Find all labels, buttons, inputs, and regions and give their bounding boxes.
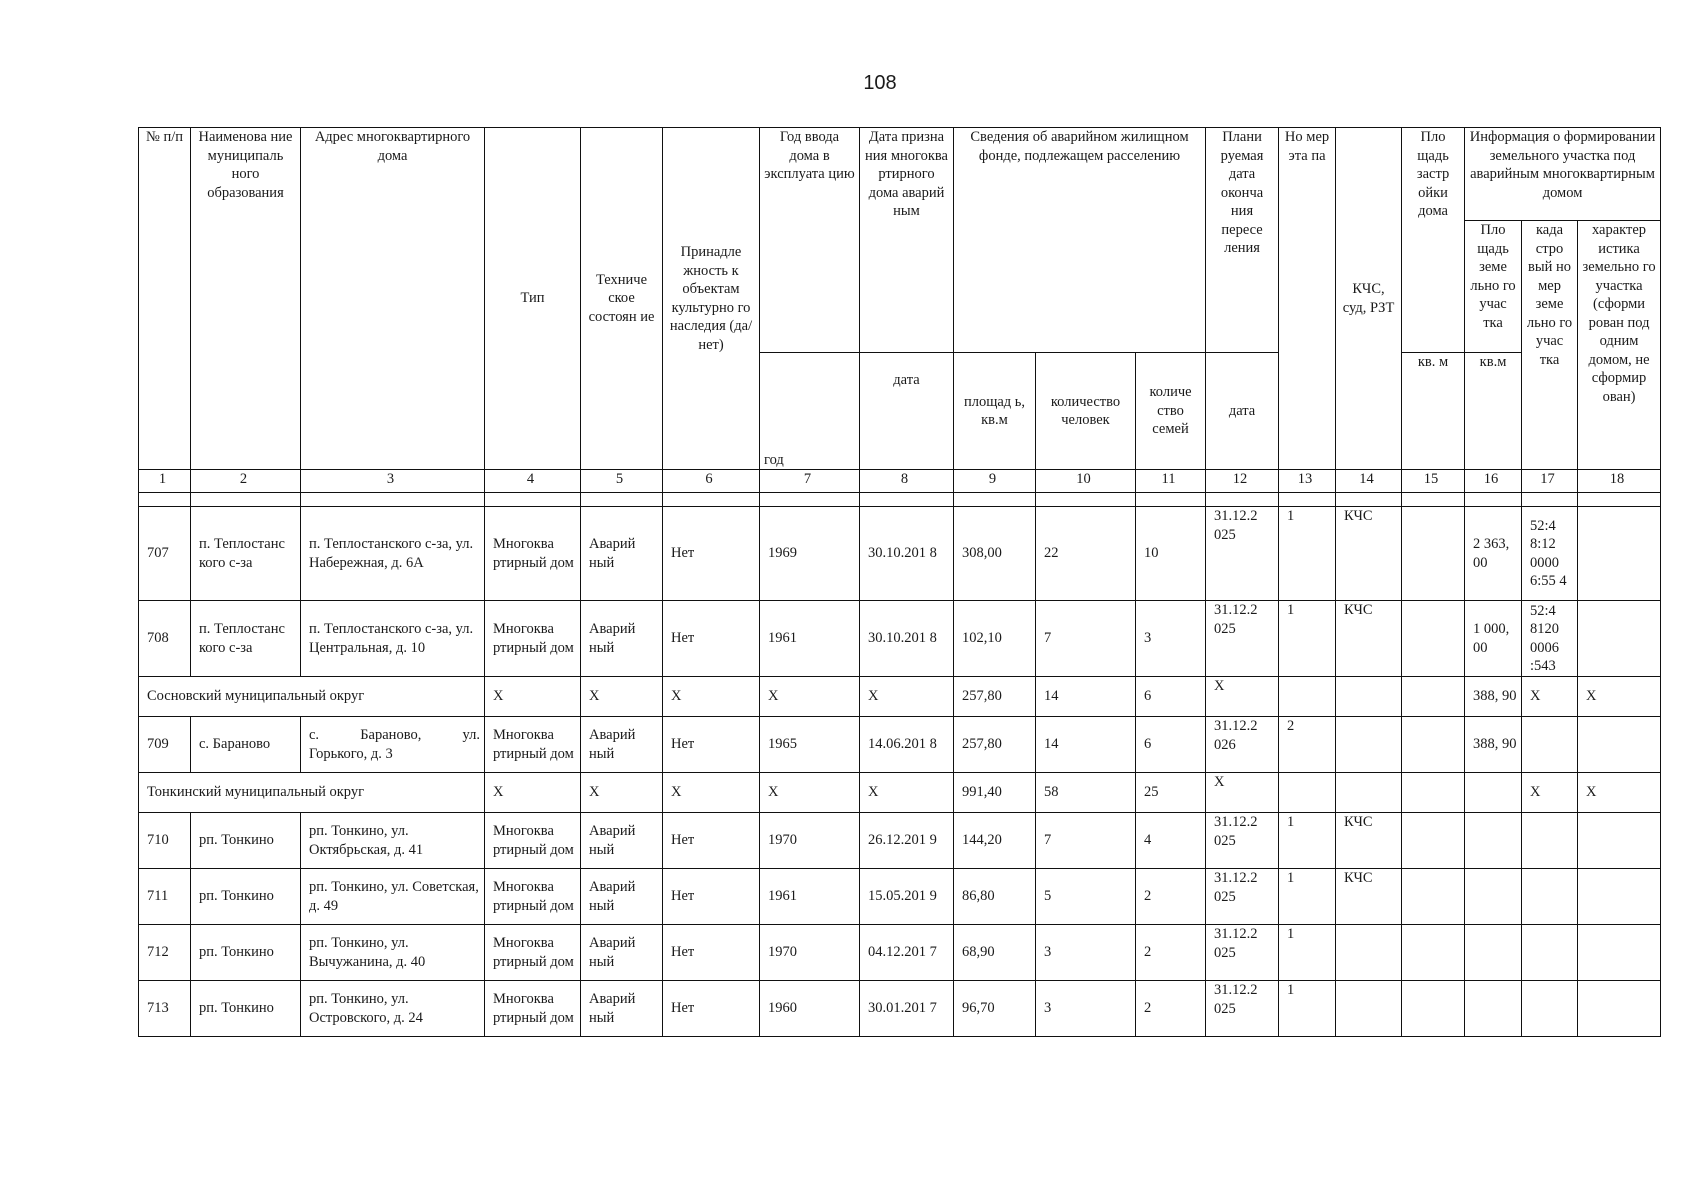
building-area-cell	[1402, 773, 1465, 813]
column-number-cell: 2	[191, 470, 301, 493]
address-cell: п. Теплостанского с-за, ул. Центральная, д. 10	[301, 601, 485, 677]
row-number-cell: 707	[139, 507, 191, 601]
area-cell: 144,20	[954, 813, 1036, 869]
district-total-row	[139, 677, 1661, 717]
spacer-cell	[954, 493, 1036, 507]
family-count-cell: 3	[1136, 601, 1206, 677]
stage-cell: 1	[1279, 925, 1336, 981]
column-number-cell: 5	[581, 470, 663, 493]
emergency-housing-table	[138, 127, 1661, 1037]
district-name-cell: Тонкинский муниципальный округ	[139, 773, 485, 813]
spacer-cell	[1402, 493, 1465, 507]
planned-date-cell: 31.12.2 025	[1206, 869, 1279, 925]
spacer-cell	[663, 493, 760, 507]
table-row	[139, 601, 1661, 677]
heritage-cell: X	[663, 677, 760, 717]
header-cell-date-unit: дата	[860, 353, 954, 470]
planned-date-cell: 31.12.2 025	[1206, 813, 1279, 869]
heritage-cell: Нет	[663, 925, 760, 981]
technical-state-cell: Аварий ный	[581, 813, 663, 869]
column-number-cell: 12	[1206, 470, 1279, 493]
planned-date-cell: 31.12.2 025	[1206, 925, 1279, 981]
spacer-cell	[1336, 493, 1402, 507]
recognition-date-cell: 15.05.201 9	[860, 869, 954, 925]
spacer-cell	[1136, 493, 1206, 507]
family-count-cell: 25	[1136, 773, 1206, 813]
header-cell-year-unit: год	[760, 353, 860, 470]
land-characteristic-cell	[1578, 981, 1661, 1037]
heritage-cell: Нет	[663, 981, 760, 1037]
table-row	[139, 925, 1661, 981]
stage-cell: 1	[1279, 813, 1336, 869]
commission-year-cell: 1969	[760, 507, 860, 601]
cadastral-number-cell: X	[1522, 773, 1578, 813]
header-cell-recognition-date: Дата призна ния многоква ртирного дома аварий ным	[860, 128, 954, 353]
land-area-cell: 388, 90	[1465, 717, 1522, 773]
technical-state-cell: Аварий ный	[581, 717, 663, 773]
spacer-cell	[1522, 493, 1578, 507]
land-characteristic-cell	[1578, 717, 1661, 773]
row-number-cell: 711	[139, 869, 191, 925]
page-number: 108	[863, 72, 897, 94]
heritage-cell: Нет	[663, 717, 760, 773]
planned-date-cell: X	[1206, 773, 1279, 813]
recognition-date-cell: 04.12.201 7	[860, 925, 954, 981]
people-count-cell: 7	[1036, 813, 1136, 869]
house-type-cell: Многоква ртирный дом	[485, 717, 581, 773]
address-word: с.	[309, 727, 320, 743]
stage-cell	[1279, 773, 1336, 813]
header-cell-emergency-fund: Сведения об аварийном жилищном фонде, подлежащем расселению	[954, 128, 1206, 353]
header-cell-technical-state: Техниче ское состоян ие	[581, 128, 663, 470]
building-area-cell	[1402, 813, 1465, 869]
kchs-cell	[1336, 981, 1402, 1037]
spacer-cell	[860, 493, 954, 507]
commission-year-cell: 1970	[760, 925, 860, 981]
table-body	[139, 470, 1661, 1037]
cadastral-number-cell	[1522, 869, 1578, 925]
commission-year-cell: 1961	[760, 869, 860, 925]
building-area-cell	[1402, 601, 1465, 677]
header-cell-family-count: количе ство семей	[1136, 353, 1206, 470]
technical-state-cell: Аварий ный	[581, 601, 663, 677]
area-cell: 102,10	[954, 601, 1036, 677]
header-cell-land-plot-info: Информация о формировании земельного участка под аварийным многоквартирным домом	[1465, 128, 1661, 221]
column-number-cell: 17	[1522, 470, 1578, 493]
planned-date-cell: 31.12.2 025	[1206, 981, 1279, 1037]
land-characteristic-cell	[1578, 869, 1661, 925]
spacer-cell	[1465, 493, 1522, 507]
column-number-cell: 18	[1578, 470, 1661, 493]
people-count-cell: 5	[1036, 869, 1136, 925]
address-cell	[301, 717, 485, 773]
cadastral-number-cell	[1522, 813, 1578, 869]
house-type-cell: Многоква ртирный дом	[485, 869, 581, 925]
commission-year-cell: 1960	[760, 981, 860, 1037]
land-area-cell	[1465, 869, 1522, 925]
header-cell-kchs: КЧС, суд, РЗТ	[1336, 128, 1402, 470]
table-row	[139, 717, 1661, 773]
building-area-cell	[1402, 717, 1465, 773]
kchs-cell: КЧС	[1336, 601, 1402, 677]
table-row	[139, 981, 1661, 1037]
column-number-cell: 8	[860, 470, 954, 493]
column-number-row	[139, 470, 1661, 493]
municipality-cell: рп. Тонкино	[191, 813, 301, 869]
land-characteristic-cell: X	[1578, 677, 1661, 717]
commission-year-cell: 1970	[760, 813, 860, 869]
header-cell-number: № п/п	[139, 128, 191, 470]
column-number-cell: 3	[301, 470, 485, 493]
header-cell-building-area: Пло щадь застр ойки дома	[1402, 128, 1465, 353]
spacer-cell	[485, 493, 581, 507]
district-name-cell: Сосновский муниципальный округ	[139, 677, 485, 717]
spacer-cell	[760, 493, 860, 507]
spacer-cell	[301, 493, 485, 507]
municipality-cell: п. Теплостанс кого с-за	[191, 507, 301, 601]
kchs-cell: КЧС	[1336, 507, 1402, 601]
technical-state-cell: Аварий ный	[581, 507, 663, 601]
people-count-cell: 3	[1036, 981, 1136, 1037]
commission-year-cell: X	[760, 773, 860, 813]
spacer-cell	[581, 493, 663, 507]
column-number-cell: 11	[1136, 470, 1206, 493]
people-count-cell: 22	[1036, 507, 1136, 601]
family-count-cell: 4	[1136, 813, 1206, 869]
commission-year-cell: X	[760, 677, 860, 717]
header-cell-stage: Но мер эта па	[1279, 128, 1336, 470]
header-cell-people-count: количество человек	[1036, 353, 1136, 470]
municipality-cell: рп. Тонкино	[191, 981, 301, 1037]
building-area-cell	[1402, 925, 1465, 981]
header-cell-commission-year: Год ввода дома в эксплуата цию	[760, 128, 860, 353]
column-number-cell: 15	[1402, 470, 1465, 493]
row-number-cell: 708	[139, 601, 191, 677]
house-type-cell: Многоква ртирный дом	[485, 813, 581, 869]
people-count-cell: 3	[1036, 925, 1136, 981]
cadastral-number-cell	[1522, 925, 1578, 981]
kchs-cell	[1336, 677, 1402, 717]
heritage-cell: Нет	[663, 507, 760, 601]
heritage-cell: Нет	[663, 601, 760, 677]
municipality-cell: п. Теплостанс кого с-за	[191, 601, 301, 677]
column-number-cell: 4	[485, 470, 581, 493]
family-count-cell: 10	[1136, 507, 1206, 601]
column-number-cell: 16	[1465, 470, 1522, 493]
spacer-cell	[1206, 493, 1279, 507]
district-total-row	[139, 773, 1661, 813]
technical-state-cell: Аварий ный	[581, 925, 663, 981]
recognition-date-cell: X	[860, 773, 954, 813]
area-cell: 308,00	[954, 507, 1036, 601]
family-count-cell: 2	[1136, 869, 1206, 925]
address-first-line	[309, 726, 480, 745]
house-type-cell: Многоква ртирный дом	[485, 601, 581, 677]
building-area-cell	[1402, 677, 1465, 717]
header-cell-planned-date-unit: дата	[1206, 353, 1279, 470]
stage-cell: 1	[1279, 869, 1336, 925]
row-number-cell: 710	[139, 813, 191, 869]
people-count-cell: 14	[1036, 717, 1136, 773]
column-number-cell: 13	[1279, 470, 1336, 493]
cadastral-number-cell: 52:4 8:12 0000 6:55 4	[1522, 507, 1578, 601]
stage-cell: 1	[1279, 507, 1336, 601]
house-type-cell: Многоква ртирный дом	[485, 507, 581, 601]
land-area-cell	[1465, 925, 1522, 981]
cadastral-number-cell: 52:4 8120 0006 :543	[1522, 601, 1578, 677]
land-area-cell	[1465, 981, 1522, 1037]
column-number-cell: 6	[663, 470, 760, 493]
house-type-cell: X	[485, 677, 581, 717]
spacer-row	[139, 493, 1661, 507]
land-characteristic-cell	[1578, 925, 1661, 981]
land-characteristic-cell: X	[1578, 773, 1661, 813]
cadastral-number-cell	[1522, 981, 1578, 1037]
planned-date-cell: 31.12.2 025	[1206, 507, 1279, 601]
table-row	[139, 507, 1661, 601]
kchs-cell	[1336, 925, 1402, 981]
area-cell: 68,90	[954, 925, 1036, 981]
family-count-cell: 2	[1136, 981, 1206, 1037]
header-cell-planned-date: Плани руемая дата оконча ния пересе ления	[1206, 128, 1279, 353]
stage-cell	[1279, 677, 1336, 717]
area-cell: 86,80	[954, 869, 1036, 925]
stage-cell: 2	[1279, 717, 1336, 773]
land-area-cell	[1465, 773, 1522, 813]
heritage-cell: Нет	[663, 813, 760, 869]
technical-state-cell: X	[581, 677, 663, 717]
address-cell: рп. Тонкино, ул. Вычужанина, д. 40	[301, 925, 485, 981]
area-cell: 257,80	[954, 717, 1036, 773]
cadastral-number-cell	[1522, 717, 1578, 773]
people-count-cell: 7	[1036, 601, 1136, 677]
address-word: Бараново,	[360, 727, 422, 743]
header-cell-address: Адрес многоквартирного дома	[301, 128, 485, 470]
table-row	[139, 813, 1661, 869]
technical-state-cell: Аварий ный	[581, 869, 663, 925]
address-cell: п. Теплостанского с-за, ул. Набережная, д. 6А	[301, 507, 485, 601]
recognition-date-cell: 30.10.201 8	[860, 507, 954, 601]
column-number-cell: 1	[139, 470, 191, 493]
header-cell-municipality: Наименова ние муниципаль ного образования	[191, 128, 301, 470]
family-count-cell: 6	[1136, 717, 1206, 773]
spacer-cell	[139, 493, 191, 507]
header-cell-heritage: Принадле жность к объектам культурно го наследия (да/нет)	[663, 128, 760, 470]
building-area-cell	[1402, 507, 1465, 601]
building-area-cell	[1402, 981, 1465, 1037]
header-cell-land-characteristic: характер истика земельно го участка (сформи рован под одним домом, не сформир ован)	[1578, 221, 1661, 470]
header-cell-land-area-unit: кв.м	[1465, 353, 1522, 470]
building-area-cell	[1402, 869, 1465, 925]
spacer-cell	[1578, 493, 1661, 507]
row-number-cell: 709	[139, 717, 191, 773]
technical-state-cell: Аварий ный	[581, 981, 663, 1037]
people-count-cell: 14	[1036, 677, 1136, 717]
land-area-cell: 2 363, 00	[1465, 507, 1522, 601]
row-number-cell: 712	[139, 925, 191, 981]
planned-date-cell: 31.12.2 026	[1206, 717, 1279, 773]
header-cell-cadastral-number: када стро вый но мер земе льно го учас тка	[1522, 221, 1578, 470]
column-number-cell: 7	[760, 470, 860, 493]
recognition-date-cell: X	[860, 677, 954, 717]
address-cell: рп. Тонкино, ул. Островского, д. 24	[301, 981, 485, 1037]
column-number-cell: 10	[1036, 470, 1136, 493]
land-area-cell: 1 000, 00	[1465, 601, 1522, 677]
recognition-date-cell: 30.01.201 7	[860, 981, 954, 1037]
address-cell: рп. Тонкино, ул. Советская, д. 49	[301, 869, 485, 925]
kchs-cell: КЧС	[1336, 813, 1402, 869]
house-type-cell: X	[485, 773, 581, 813]
land-area-cell: 388, 90	[1465, 677, 1522, 717]
planned-date-cell: X	[1206, 677, 1279, 717]
municipality-cell: с. Бараново	[191, 717, 301, 773]
commission-year-cell: 1961	[760, 601, 860, 677]
spacer-cell	[1036, 493, 1136, 507]
header-cell-land-area: Пло щадь земе льно го учас тка	[1465, 221, 1522, 353]
stage-cell: 1	[1279, 601, 1336, 677]
house-type-cell: Многоква ртирный дом	[485, 925, 581, 981]
table-row	[139, 869, 1661, 925]
area-cell: 257,80	[954, 677, 1036, 717]
technical-state-cell: X	[581, 773, 663, 813]
house-type-cell: Многоква ртирный дом	[485, 981, 581, 1037]
planned-date-cell: 31.12.2 025	[1206, 601, 1279, 677]
area-cell: 991,40	[954, 773, 1036, 813]
address-second-line: Горького, д. 3	[309, 745, 393, 762]
recognition-date-cell: 26.12.201 9	[860, 813, 954, 869]
family-count-cell: 6	[1136, 677, 1206, 717]
municipality-cell: рп. Тонкино	[191, 869, 301, 925]
kchs-cell	[1336, 717, 1402, 773]
people-count-cell: 58	[1036, 773, 1136, 813]
kchs-cell: КЧС	[1336, 869, 1402, 925]
cadastral-number-cell: X	[1522, 677, 1578, 717]
column-number-cell: 14	[1336, 470, 1402, 493]
header-cell-building-area-unit: кв. м	[1402, 353, 1465, 470]
table-header	[139, 128, 1661, 470]
stage-cell: 1	[1279, 981, 1336, 1037]
land-area-cell	[1465, 813, 1522, 869]
land-characteristic-cell	[1578, 813, 1661, 869]
header-cell-type: Тип	[485, 128, 581, 470]
spacer-cell	[1279, 493, 1336, 507]
address-word: ул.	[462, 727, 480, 743]
commission-year-cell: 1965	[760, 717, 860, 773]
kchs-cell	[1336, 773, 1402, 813]
municipality-cell: рп. Тонкино	[191, 925, 301, 981]
spacer-cell	[191, 493, 301, 507]
address-cell: рп. Тонкино, ул. Октябрьская, д. 41	[301, 813, 485, 869]
header-cell-area-sqm: площад ь, кв.м	[954, 353, 1036, 470]
row-number-cell: 713	[139, 981, 191, 1037]
recognition-date-cell: 14.06.201 8	[860, 717, 954, 773]
family-count-cell: 2	[1136, 925, 1206, 981]
heritage-cell: Нет	[663, 869, 760, 925]
recognition-date-cell: 30.10.201 8	[860, 601, 954, 677]
column-number-cell: 9	[954, 470, 1036, 493]
land-characteristic-cell	[1578, 507, 1661, 601]
heritage-cell: X	[663, 773, 760, 813]
area-cell: 96,70	[954, 981, 1036, 1037]
land-characteristic-cell	[1578, 601, 1661, 677]
